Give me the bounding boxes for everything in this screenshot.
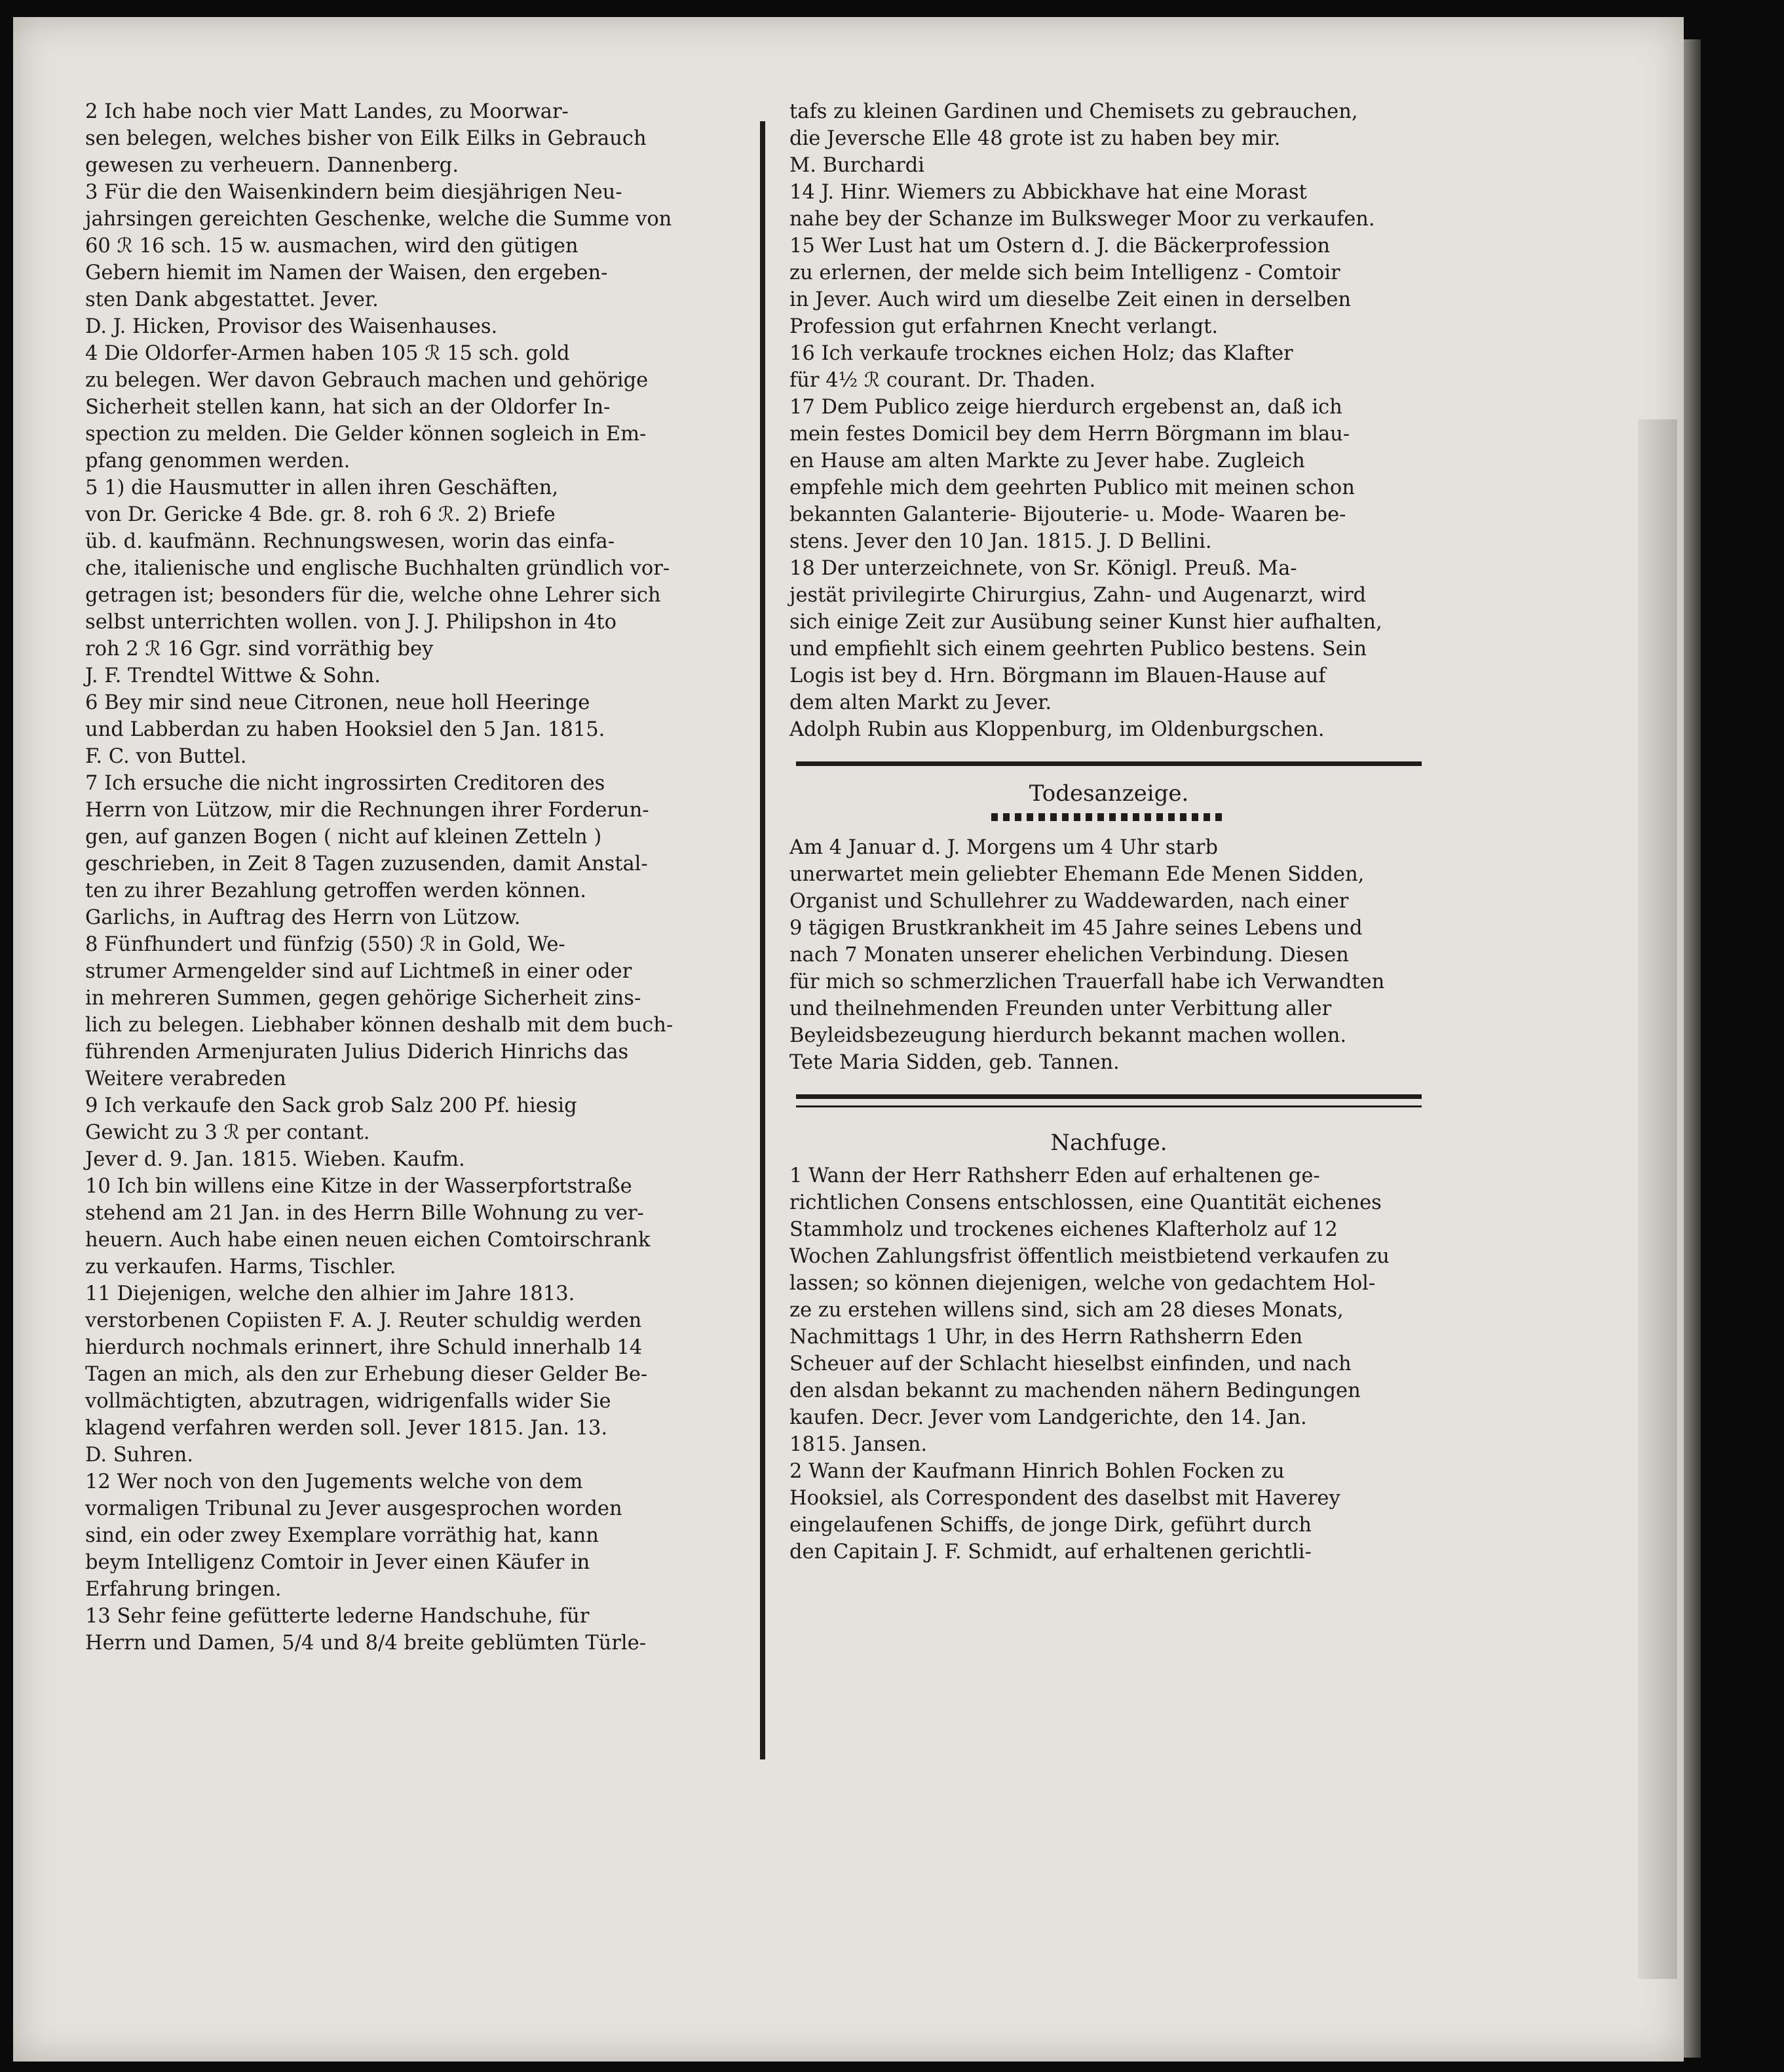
- text-line: 2 Wann der Kaufmann Hinrich Bohlen Focken zu: [789, 1460, 1285, 1483]
- text-line: D. Suhren.: [85, 1444, 193, 1467]
- text-line: jestät privilegirte Chirurgius, Zahn- und Augenarzt, wird: [789, 584, 1367, 607]
- text-line: in Jever. Auch wird um dieselbe Zeit einen in derselben: [789, 288, 1352, 311]
- text-line: für mich so schmerzlichen Trauerfall habe ich Verwandten: [789, 970, 1385, 993]
- text-line: sich einige Zeit zur Ausübung seiner Kunst hier aufhalten,: [789, 611, 1382, 634]
- text-line: Scheuer auf der Schlacht hieselbst einfinden, und nach: [789, 1353, 1352, 1375]
- text-line: lich zu belegen. Liebhaber können deshalb mit dem buch-: [85, 1014, 674, 1037]
- section-rule: [796, 761, 1422, 766]
- text-line: führenden Armenjuraten Julius Diderich Hinrichs das: [85, 1041, 629, 1064]
- text-line: Am 4 Januar d. J. Morgens um 4 Uhr starb: [789, 836, 1218, 859]
- text-line: J. F. Trendtel Wittwe & Sohn.: [85, 664, 381, 687]
- text-line: selbst unterrichten wollen. von J. J. Philipshon in 4to: [85, 611, 617, 634]
- text-line: 18 Der unterzeichnete, von Sr. Königl. Preuß. Ma-: [789, 557, 1297, 580]
- text-line: den Capitain J. F. Schmidt, auf erhaltenen gerichtli-: [789, 1541, 1312, 1564]
- text-line: en Hause am alten Markte zu Jever habe. Zugleich: [789, 450, 1305, 472]
- text-line: Organist und Schullehrer zu Waddewarden, nach einer: [789, 890, 1349, 913]
- text-line: 14 J. Hinr. Wiemers zu Abbickhave hat eine Morast: [789, 181, 1307, 204]
- text-line: Weitere verabreden: [85, 1067, 286, 1090]
- text-line: Hooksiel, als Correspondent des daselbst mit Haverey: [789, 1487, 1340, 1510]
- text-line: Logis ist bey d. Hrn. Börgmann im Blauen-Hause auf: [789, 664, 1326, 687]
- text-line: 1 Wann der Herr Rathsherr Eden auf erhaltenen ge-: [789, 1164, 1320, 1187]
- text-line: 13 Sehr feine gefütterte lederne Handschuhe, für: [85, 1605, 590, 1628]
- text-line: empfehle mich dem geehrten Publico mit meinen schon: [789, 476, 1355, 499]
- text-line: 12 Wer noch von den Jugements welche von dem: [85, 1470, 583, 1493]
- text-line: vollmächtigten, abzutragen, widrigenfalls wider Sie: [85, 1390, 611, 1413]
- text-line: richtlichen Consens entschlossen, eine Quantität eichenes: [789, 1191, 1382, 1214]
- text-line: 4 Die Oldorfer-Armen haben 105 ℛ 15 sch. gold: [85, 342, 570, 365]
- text-line: zu erlernen, der melde sich beim Intelligenz - Comtoir: [789, 261, 1340, 284]
- text-line: für 4½ ℛ courant. Dr. Thaden.: [789, 369, 1096, 392]
- text-line: Beyleidsbezeugung hierdurch bekannt machen wollen.: [789, 1024, 1347, 1047]
- text-line: Profession gut erfahrnen Knecht verlangt.: [789, 315, 1219, 338]
- text-line: 16 Ich verkaufe trocknes eichen Holz; das Klafter: [789, 342, 1293, 365]
- text-line: jahrsingen gereichten Geschenke, welche die Summe von: [85, 208, 672, 231]
- text-line: verstorbenen Copiisten F. A. J. Reuter schuldig werden: [85, 1309, 642, 1332]
- text-line: tafs zu kleinen Gardinen und Chemisets zu gebrauchen,: [789, 100, 1358, 123]
- text-line: und Labberdan zu haben Hooksiel den 5 Jan. 1815.: [85, 718, 605, 741]
- text-line: Erfahrung bringen.: [85, 1578, 282, 1601]
- text-line: unerwartet mein geliebter Ehemann Ede Menen Sidden,: [789, 863, 1365, 886]
- text-line: pfang genommen werden.: [85, 450, 351, 472]
- column-divider: [760, 121, 765, 1759]
- text-line: kaufen. Decr. Jever vom Landgerichte, den 14. Jan.: [789, 1406, 1307, 1429]
- text-line: Sicherheit stellen kann, hat sich an der Oldorfer In-: [85, 396, 611, 419]
- text-line: 9 Ich verkaufe den Sack grob Salz 200 Pf. hiesig: [85, 1094, 577, 1117]
- text-line: hierdurch nochmals erinnert, ihre Schuld innerhalb 14: [85, 1336, 643, 1359]
- text-line: dem alten Markt zu Jever.: [789, 691, 1052, 714]
- text-line: Nachmittags 1 Uhr, in des Herrn Rathsherrn Eden: [789, 1326, 1303, 1349]
- text-line: 3 Für die den Waisenkindern beim diesjährigen Neu-: [85, 181, 622, 204]
- text-line: zu belegen. Wer davon Gebrauch machen und gehörige: [85, 369, 649, 392]
- text-line: beym Intelligenz Comtoir in Jever einen Käufer in: [85, 1551, 590, 1574]
- text-line: üb. d. kaufmänn. Rechnungswesen, worin das einfa-: [85, 530, 615, 553]
- right-ads: [789, 98, 1428, 743]
- text-line: vormaligen Tribunal zu Jever ausgesprochen worden: [85, 1497, 622, 1520]
- text-line: Tete Maria Sidden, geb. Tannen.: [789, 1051, 1120, 1074]
- left-column: [85, 98, 740, 1657]
- text-line: 2 Ich habe noch vier Matt Landes, zu Moorwar-: [85, 100, 569, 123]
- text-line: den alsdan bekannt zu machenden nähern Bedingungen: [789, 1379, 1361, 1402]
- text-line: heuern. Auch habe einen neuen eichen Comtoirschrank: [85, 1229, 651, 1252]
- text-line: gewesen zu verheuern. Dannenberg.: [85, 154, 459, 177]
- text-line: Gebern hiemit im Namen der Waisen, den ergeben-: [85, 261, 608, 284]
- text-line: und theilnehmenden Freunden unter Verbittung aller: [789, 997, 1332, 1020]
- text-line: Wochen Zahlungsfrist öffentlich meistbietend verkaufen zu: [789, 1245, 1390, 1268]
- text-line: die Jeversche Elle 48 grote ist zu haben bey mir.: [789, 127, 1281, 150]
- text-line: stens. Jever den 10 Jan. 1815. J. D Bellini.: [789, 530, 1212, 553]
- text-line: Gewicht zu 3 ℛ per contant.: [85, 1121, 370, 1144]
- text-line: 5 1) die Hausmutter in allen ihren Geschäften,: [85, 476, 559, 499]
- text-line: D. J. Hicken, Provisor des Waisenhauses.: [85, 315, 498, 338]
- text-line: gen, auf ganzen Bogen ( nicht auf kleinen Zetteln ): [85, 826, 602, 849]
- text-line: Jever d. 9. Jan. 1815. Wieben. Kaufm.: [85, 1148, 465, 1171]
- text-line: 9 tägigen Brustkrankheit im 45 Jahre seines Lebens und: [789, 917, 1363, 940]
- supplement-heading: Nachfuge.: [1050, 1130, 1167, 1156]
- binding-spine: [1684, 39, 1701, 2058]
- text-line: spection zu melden. Die Gelder können sogleich in Em-: [85, 423, 647, 446]
- text-line: ze zu erstehen willens sind, sich am 28 dieses Monats,: [789, 1299, 1344, 1322]
- text-line: ten zu ihrer Bezahlung getroffen werden können.: [85, 879, 586, 902]
- text-line: 8 Fünfhundert und fünfzig (550) ℛ in Gold, We-: [85, 933, 565, 956]
- text-line: getragen ist; besonders für die, welche ohne Lehrer sich: [85, 584, 661, 607]
- text-line: 10 Ich bin willens eine Kitze in der Wasserpfortstraße: [85, 1175, 632, 1198]
- text-line: nahe bey der Schanze im Bulksweger Moor zu verkaufen.: [789, 208, 1375, 231]
- section-rule-thin: [796, 1105, 1422, 1107]
- text-line: klagend verfahren werden soll. Jever 1815. Jan. 13.: [85, 1417, 608, 1440]
- text-line: F. C. von Buttel.: [85, 745, 247, 768]
- text-line: sind, ein oder zwey Exemplare vorräthig hat, kann: [85, 1524, 599, 1547]
- text-line: 1815. Jansen.: [789, 1433, 928, 1456]
- text-line: von Dr. Gericke 4 Bde. gr. 8. roh 6 ℛ. 2) Briefe: [85, 503, 556, 526]
- text-line: Herrn und Damen, 5/4 und 8/4 breite geblümten Türle-: [85, 1632, 647, 1655]
- text-line: strumer Armengelder sind auf Lichtmeß in einer oder: [85, 960, 632, 983]
- text-line: in mehreren Summen, gegen gehörige Sicherheit zins-: [85, 987, 641, 1010]
- text-line: Herrn von Lützow, mir die Rechnungen ihrer Forderun-: [85, 799, 649, 822]
- text-line: sten Dank abgestattet. Jever.: [85, 288, 379, 311]
- text-line: nach 7 Monaten unserer ehelichen Verbindung. Diesen: [789, 944, 1349, 967]
- text-line: 15 Wer Lust hat um Ostern d. J. die Bäckerprofession: [789, 235, 1330, 258]
- text-line: und empfiehlt sich einem geehrten Publico bestens. Sein: [789, 638, 1367, 661]
- text-line: 60 ℛ 16 sch. 15 w. ausmachen, wird den gütigen: [85, 235, 579, 258]
- section-rule: [796, 1094, 1422, 1099]
- text-line: 17 Dem Publico zeige hierdurch ergebenst an, daß ich: [789, 396, 1342, 419]
- supplement-body: [789, 1162, 1428, 1565]
- text-line: roh 2 ℛ 16 Ggr. sind vorräthig bey: [85, 638, 434, 661]
- text-line: stehend am 21 Jan. in des Herrn Bille Wohnung zu ver-: [85, 1202, 644, 1225]
- text-line: 6 Bey mir sind neue Citronen, neue holl Heeringe: [85, 691, 590, 714]
- text-line: Garlichs, in Auftrag des Herrn von Lützow.: [85, 906, 521, 929]
- death-notice-body: [789, 834, 1428, 1076]
- death-notice-heading: Todesanzeige.: [1029, 780, 1189, 807]
- text-line: eingelaufenen Schiffs, de jonge Dirk, geführt durch: [789, 1514, 1312, 1537]
- text-line: che, italienische und englische Buchhalten gründlich vor-: [85, 557, 670, 580]
- text-line: 7 Ich ersuche die nicht ingrossirten Creditoren des: [85, 772, 605, 795]
- text-line: sen belegen, welches bisher von Eilk Eilks in Gebrauch: [85, 127, 647, 150]
- text-line: M. Burchardi: [789, 154, 925, 177]
- text-line: 11 Diejenigen, welche den alhier im Jahre 1813.: [85, 1282, 575, 1305]
- text-line: Adolph Rubin aus Kloppenburg, im Oldenburgschen.: [789, 718, 1325, 741]
- text-line: Tagen an mich, als den zur Erhebung dieser Gelder Be-: [85, 1363, 648, 1386]
- text-line: mein festes Domicil bey dem Herrn Börgmann im blau-: [789, 423, 1350, 446]
- text-line: geschrieben, in Zeit 8 Tagen zuzusenden, damit Anstal-: [85, 853, 648, 875]
- page-edge-shadow: [1638, 419, 1677, 1979]
- text-line: Stammholz und trockenes eichenes Klafterholz auf 12: [789, 1218, 1338, 1241]
- text-line: zu verkaufen. Harms, Tischler.: [85, 1256, 396, 1278]
- text-line: bekannten Galanterie- Bijouterie- u. Mode- Waaren be-: [789, 503, 1346, 526]
- right-column: [789, 98, 1428, 1565]
- text-line: lassen; so können diejenigen, welche von gedachtem Hol-: [789, 1272, 1376, 1295]
- ornamental-rule: [991, 813, 1227, 821]
